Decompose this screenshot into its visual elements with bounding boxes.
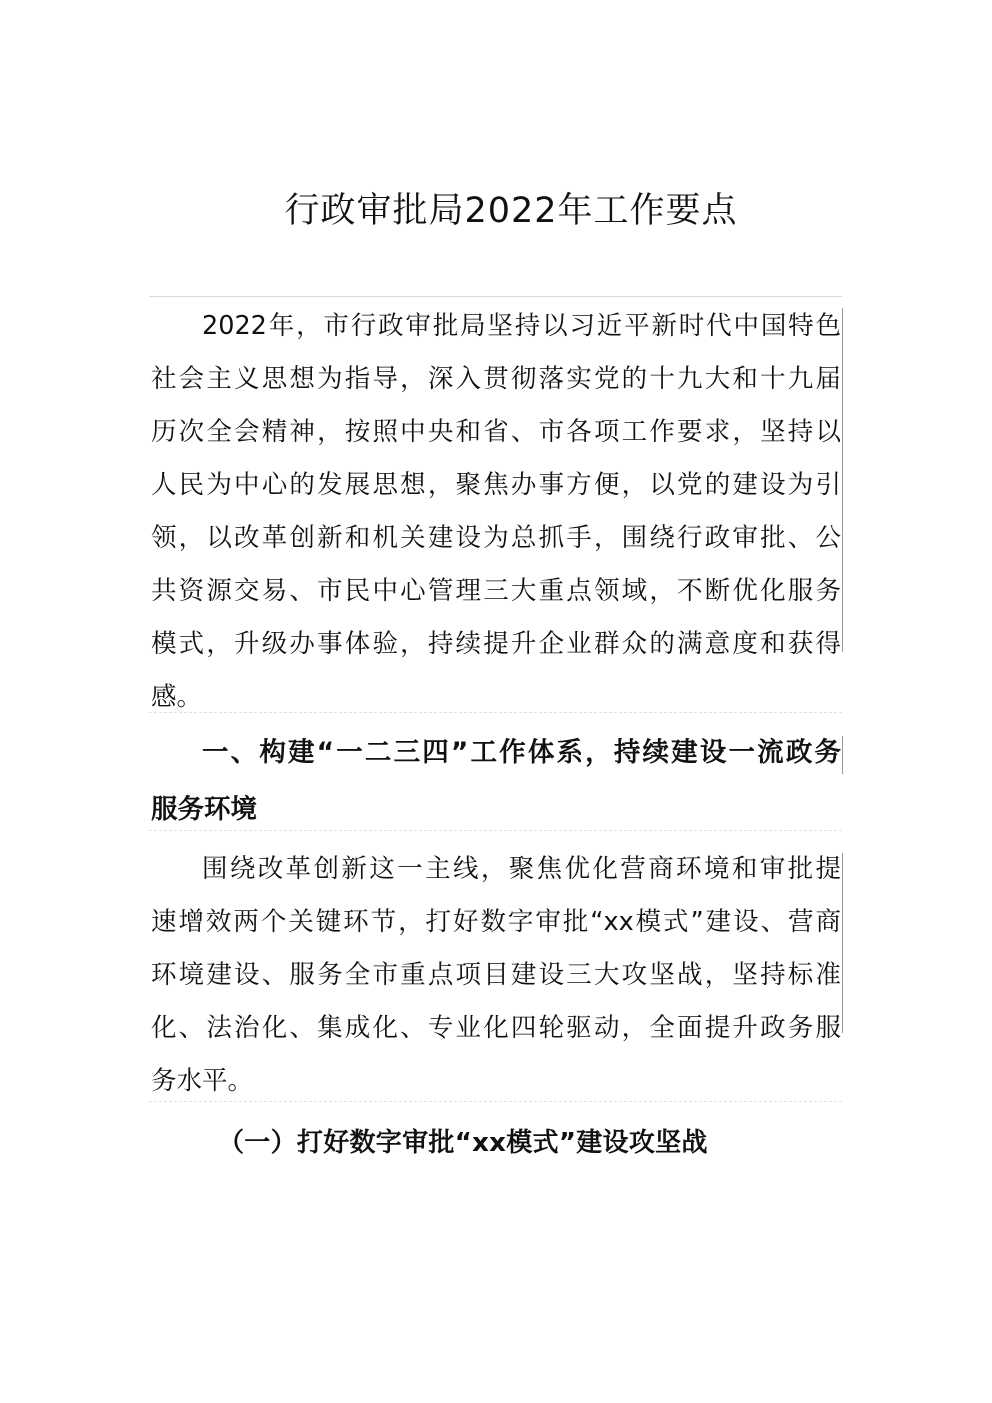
section-paragraph (151, 843, 841, 1108)
paragraph-line: 化、法治化、集成化、专业化四轮驱动，全面提升政务服 (151, 1013, 841, 1043)
paragraph-line: 围绕改革创新这一主线，聚焦优化营商环境和审批提 (202, 854, 841, 884)
divider (149, 712, 842, 713)
divider (149, 1101, 842, 1102)
paragraph-line: 社会主义思想为指导，深入贯彻落实党的十九大和十九届 (151, 364, 841, 394)
heading-line: 服务环境 (151, 794, 257, 825)
paragraph-line: 2022年，市行政审批局坚持以习近平新时代中国特色 (202, 311, 841, 341)
margin-bar (842, 308, 843, 652)
paragraph-line: 历次全会精神，按照中央和省、市各项工作要求，坚持以 (151, 417, 841, 447)
subsection-heading: （一）打好数字审批“xx模式”建设攻坚战 (218, 1128, 708, 1158)
paragraph-line: 模式，升级办事体验，持续提升企业群众的满意度和获得 (151, 629, 841, 659)
paragraph-line: 感。 (151, 682, 203, 712)
paragraph-line: 务水平。 (151, 1066, 254, 1096)
paragraph-line: 人民为中心的发展思想，聚焦办事方便，以党的建设为引 (151, 470, 841, 500)
page-title: 行政审批局2022年工作要点 (284, 191, 738, 232)
margin-bar (842, 736, 843, 774)
paragraph-line: 领，以改革创新和机关建设为总抓手，围绕行政审批、公 (151, 523, 841, 553)
divider-top (149, 296, 842, 297)
paragraph-line: 环境建设、服务全市重点项目建设三大攻坚战，坚持标准 (151, 960, 841, 990)
margin-bar (842, 853, 843, 1033)
section-heading (151, 724, 841, 838)
paragraph-line: 共资源交易、市民中心管理三大重点领域，不断优化服务 (151, 576, 841, 606)
paragraph-line: 速增效两个关键环节，打好数字审批“xx模式”建设、营商 (151, 907, 841, 937)
intro-paragraph (151, 300, 841, 724)
divider (149, 830, 842, 831)
heading-line: 一、构建“一二三四”工作体系，持续建设一流政务 (202, 737, 841, 768)
